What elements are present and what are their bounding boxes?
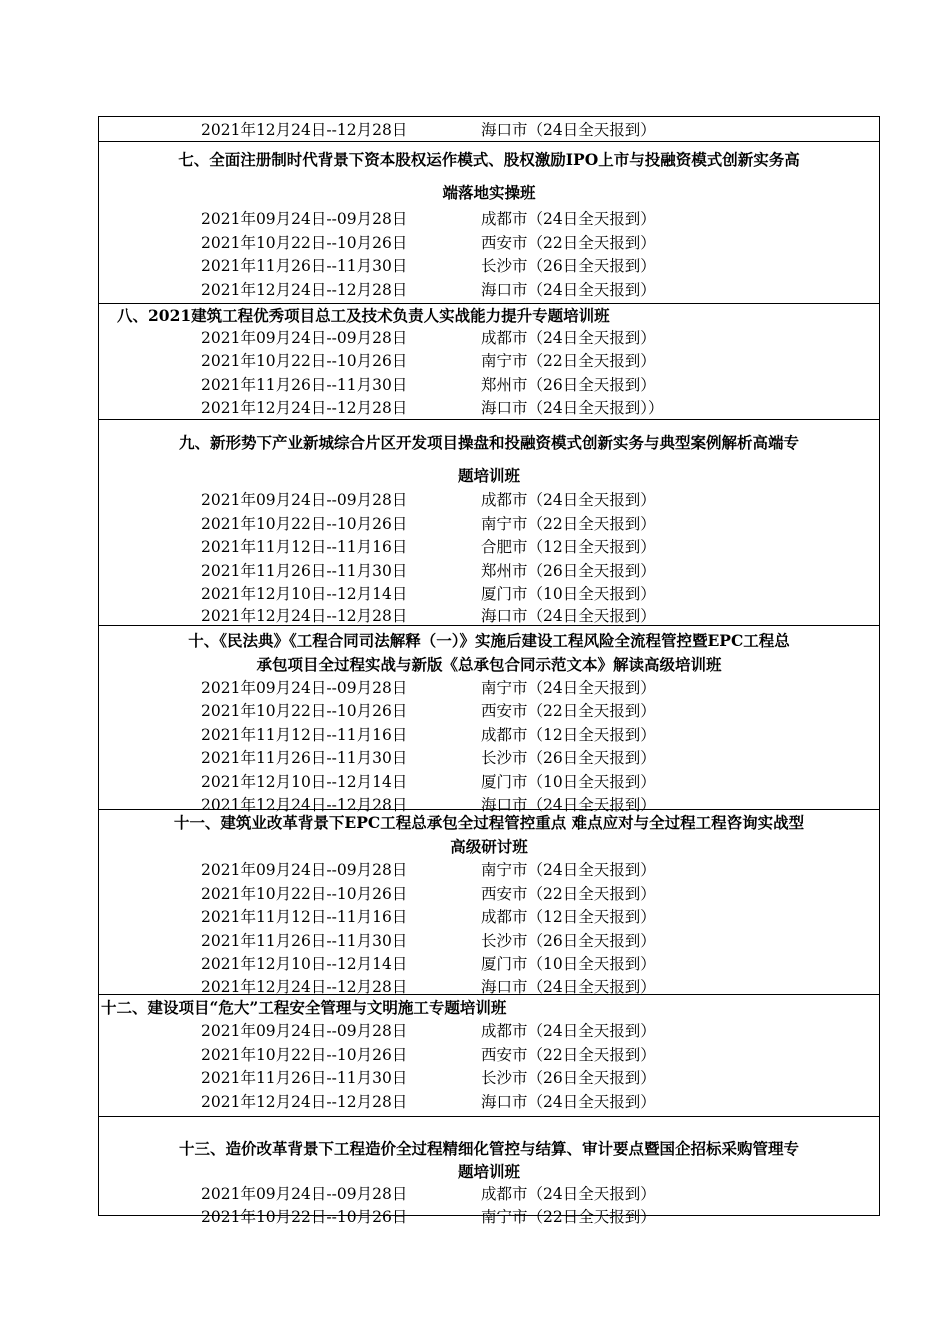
course-title-line: 十三、造价改革背景下工程造价全过程精细化管控与结算、审计要点暨国企招标采购管理专: [178, 1139, 799, 1158]
row-city: 厦门市（10日全天报到）: [481, 773, 656, 791]
carryover-section: [99, 117, 879, 141]
schedule-row: [201, 1066, 656, 1088]
schedule-row: [201, 582, 656, 604]
row-city: 海口市（24日全天报到）: [481, 978, 656, 996]
row-city: 南宁市（24日全天报到）: [481, 679, 656, 697]
row-city: 厦门市（10日全天报到）: [481, 585, 656, 603]
row-city: 厦门市（10日全天报到）: [481, 955, 656, 973]
schedule-row: [201, 512, 656, 534]
row-date: 2021年10月22日--10月26日: [201, 352, 408, 370]
course-title-line: 承包项目全过程实战与新版《总承包合同示范文本》解读高级培训班: [256, 655, 722, 674]
schedule-row: [201, 723, 656, 745]
row-city: 成都市（24日全天报到）: [481, 210, 656, 228]
row-date: 2021年12月10日--12月14日: [201, 585, 408, 603]
course-section-11: [99, 809, 879, 994]
schedule-row: [201, 699, 656, 721]
row-date: 2021年09月24日--09月28日: [201, 329, 408, 347]
schedule-row: [201, 929, 656, 951]
course-title-line: 题培训班: [457, 1162, 520, 1181]
row-date: 2021年12月10日--12月14日: [201, 773, 408, 791]
row-date: 2021年10月22日--10月26日: [201, 1208, 408, 1226]
row-city: 海口市（24日全天报到）: [481, 281, 656, 299]
row-date: 2021年11月12日--11月16日: [201, 726, 408, 744]
row-city: 长沙市（26日全天报到）: [481, 257, 656, 275]
row-city: 西安市（22日全天报到）: [481, 234, 656, 252]
course-title-line: 九、新形势下产业新城综合片区开发项目操盘和投融资模式创新实务与典型案例解析高端专: [178, 433, 799, 452]
row-city: 长沙市（26日全天报到）: [481, 932, 656, 950]
row-date: 2021年10月22日--10月26日: [201, 234, 408, 252]
row-date: 2021年10月22日--10月26日: [201, 702, 408, 720]
row-date: 2021年12月24日--12月28日: [201, 607, 408, 625]
row-city: 成都市（12日全天报到）: [481, 908, 656, 926]
schedule-row: [201, 746, 656, 768]
schedule-row: [201, 770, 656, 792]
row-date: 2021年09月24日--09月28日: [201, 1185, 408, 1203]
course-section-9: [99, 419, 879, 625]
row-city: 南宁市（22日全天报到）: [481, 515, 656, 533]
row-city: 南宁市（22日全天报到）: [481, 1208, 656, 1226]
course-section-13: [99, 1116, 879, 1226]
row-date: 2021年12月10日--12月14日: [201, 955, 408, 973]
row-date: 2021年12月24日--12月28日: [201, 281, 408, 299]
schedule-row: [201, 488, 656, 510]
row-city: 西安市（22日全天报到）: [481, 702, 656, 720]
row-city: 海口市（24日全天报到）: [481, 121, 656, 139]
schedule-row: [201, 676, 656, 698]
course-section-8: [99, 303, 879, 419]
schedule-row: [201, 1182, 656, 1204]
row-city: 合肥市（12日全天报到）: [481, 538, 656, 556]
row-date: 2021年11月26日--11月30日: [201, 1069, 408, 1087]
row-date: 2021年11月26日--11月30日: [201, 257, 408, 275]
schedule-row: [201, 326, 656, 348]
schedule-row: [201, 207, 656, 229]
row-date: 2021年09月24日--09月28日: [201, 210, 408, 228]
schedule-row: [201, 1043, 656, 1065]
course-title-line: 高级研讨班: [450, 837, 528, 856]
row-city: 西安市（22日全天报到）: [481, 1046, 656, 1064]
course-title-line: 八、2021建筑工程优秀项目总工及技术负责人实战能力提升专题培训班: [117, 306, 610, 325]
row-city: 成都市（24日全天报到）: [481, 1185, 656, 1203]
row-city: 成都市（24日全天报到）: [481, 491, 656, 509]
row-city: 南宁市（22日全天报到）: [481, 352, 656, 370]
row-date: 2021年12月24日--12月28日: [201, 1093, 408, 1111]
row-city: 海口市（24日全天报到）: [481, 1093, 656, 1111]
course-title-line: 七、全面注册制时代背景下资本股权运作模式、股权激励IPO上市与投融资模式创新实务高: [178, 150, 800, 169]
course-title-line: 端落地实操班: [442, 183, 536, 202]
schedule-row: [201, 373, 656, 395]
row-date: 2021年11月12日--11月16日: [201, 908, 408, 926]
course-title-line: 十一、建筑业改革背景下EPC工程总承包全过程管控重点 难点应对与全过程工程咨询实战型: [173, 813, 805, 832]
row-date: 2021年09月24日--09月28日: [201, 861, 408, 879]
schedule-row: [201, 254, 656, 276]
course-section-7: [99, 141, 879, 303]
row-date: 2021年10月22日--10月26日: [201, 885, 408, 903]
row-date: 2021年09月24日--09月28日: [201, 491, 408, 509]
course-section-10: [99, 625, 879, 814]
schedule-row: [201, 535, 656, 557]
schedule-table: [98, 116, 880, 1226]
row-city: 成都市（24日全天报到）: [481, 329, 656, 347]
row-date: 2021年11月12日--11月16日: [201, 538, 408, 556]
row-date: 2021年11月26日--11月30日: [201, 932, 408, 950]
row-city: 海口市（24日全天报到）: [481, 607, 656, 625]
row-city: 南宁市（24日全天报到）: [481, 861, 656, 879]
schedule-row: [201, 1019, 656, 1041]
row-date: 2021年12月24日--12月28日: [201, 978, 408, 996]
row-date: 2021年11月26日--11月30日: [201, 562, 408, 580]
row-city: 长沙市（26日全天报到）: [481, 749, 656, 767]
schedule-row: [201, 1090, 656, 1112]
row-date: 2021年09月24日--09月28日: [201, 679, 408, 697]
course-section-12: [99, 994, 879, 1116]
schedule-row: [201, 905, 656, 927]
row-city: 郑州市（26日全天报到）: [481, 562, 656, 580]
row-date: 2021年10月22日--10月26日: [201, 1046, 408, 1064]
course-title-line: 题培训班: [457, 466, 520, 485]
row-city: 海口市（24日全天报到））: [481, 399, 664, 417]
course-title-line: 十二、建设项目“危大”工程安全管理与文明施工专题培训班: [101, 998, 507, 1017]
schedule-row: [201, 559, 656, 581]
schedule-row: [201, 952, 656, 974]
row-city: 郑州市（26日全天报到）: [481, 376, 656, 394]
schedule-row: [201, 1205, 656, 1227]
schedule-row: [201, 882, 656, 904]
row-date: 2021年12月24日--12月28日: [201, 796, 408, 814]
schedule-row: [201, 396, 663, 418]
schedule-row: [201, 349, 656, 371]
row-date: 2021年10月22日--10月26日: [201, 515, 408, 533]
schedule-row: [201, 231, 656, 253]
row-city: 成都市（24日全天报到）: [481, 1022, 656, 1040]
row-date: 2021年11月26日--11月30日: [201, 749, 408, 767]
schedule-row: [201, 858, 656, 880]
row-city: 海口市（24日全天报到）: [481, 796, 656, 814]
row-city: 长沙市（26日全天报到）: [481, 1069, 656, 1087]
row-city: 西安市（22日全天报到）: [481, 885, 656, 903]
row-date: 2021年12月24日--12月28日: [201, 121, 408, 139]
row-date: 2021年09月24日--09月28日: [201, 1022, 408, 1040]
row-date: 2021年11月26日--11月30日: [201, 376, 408, 394]
row-date: 2021年12月24日--12月28日: [201, 399, 408, 417]
row-city: 成都市（12日全天报到）: [481, 726, 656, 744]
schedule-row: [201, 604, 656, 626]
schedule-row: [201, 278, 656, 300]
course-title-line: 十、《民法典》《工程合同司法解释（一）》实施后建设工程风险全流程管控暨EPC工程总: [188, 631, 790, 650]
schedule-row: [201, 118, 656, 140]
